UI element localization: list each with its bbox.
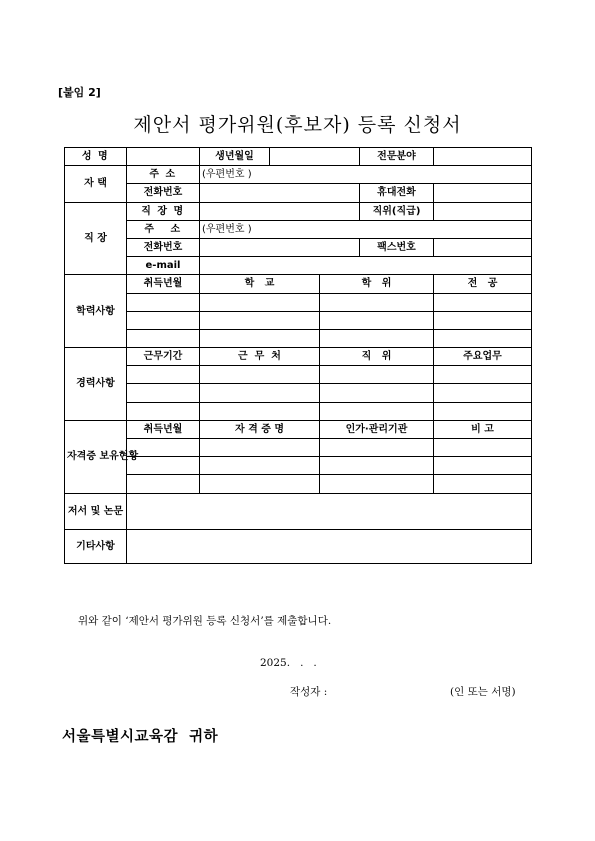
work-address-label: 주 소 <box>127 220 200 238</box>
career-cell[interactable] <box>434 366 532 384</box>
position-field[interactable] <box>434 202 532 220</box>
email-row <box>65 257 532 275</box>
career-header-row <box>65 348 532 366</box>
etc-row <box>65 529 532 563</box>
license-section-label: 자격증 보유현황 <box>65 420 127 493</box>
license-cell[interactable] <box>200 475 320 493</box>
writings-label: 저서 및 논문 <box>65 493 127 529</box>
education-cell[interactable] <box>127 329 200 347</box>
license-cell[interactable] <box>200 457 320 475</box>
career-header-2: 직 위 <box>320 348 434 366</box>
education-row <box>65 311 532 329</box>
field-label: 전문분야 <box>360 148 434 166</box>
career-header-0: 근무기간 <box>127 348 200 366</box>
field-field[interactable] <box>434 148 532 166</box>
work-address-row <box>65 220 532 238</box>
license-cell[interactable] <box>434 475 532 493</box>
career-cell[interactable] <box>434 402 532 420</box>
name-label: 성 명 <box>65 148 127 166</box>
fax-field[interactable] <box>434 238 532 256</box>
license-cell[interactable] <box>200 439 320 457</box>
license-header-3: 비 고 <box>434 420 532 438</box>
education-cell[interactable] <box>320 311 434 329</box>
license-cell[interactable] <box>127 475 200 493</box>
birth-label: 생년월일 <box>200 148 270 166</box>
career-header-3: 주요업무 <box>434 348 532 366</box>
career-row <box>65 402 532 420</box>
home-section-label: 자 택 <box>65 166 127 202</box>
mobile-field[interactable] <box>434 184 532 202</box>
career-row <box>65 384 532 402</box>
email-label: e-mail <box>127 257 200 275</box>
work-phone-label: 전화번호 <box>127 238 200 256</box>
career-cell[interactable] <box>200 366 320 384</box>
work-name-row <box>65 202 532 220</box>
license-cell[interactable] <box>434 457 532 475</box>
education-cell[interactable] <box>200 293 320 311</box>
career-section-label: 경력사항 <box>65 348 127 421</box>
education-cell[interactable] <box>434 311 532 329</box>
career-cell[interactable] <box>320 384 434 402</box>
license-row <box>65 475 532 493</box>
education-cell[interactable] <box>320 293 434 311</box>
license-header-row <box>65 420 532 438</box>
email-field[interactable] <box>200 257 532 275</box>
registration-form-table <box>64 147 532 564</box>
position-label: 직위(직급) <box>360 202 434 220</box>
mobile-label: 휴대전화 <box>360 184 434 202</box>
career-cell[interactable] <box>320 402 434 420</box>
career-row <box>65 366 532 384</box>
career-cell[interactable] <box>320 366 434 384</box>
education-row <box>65 293 532 311</box>
career-header-1: 근 무 처 <box>200 348 320 366</box>
author-label: 작성자 : <box>290 686 328 698</box>
education-header-1: 학 교 <box>200 275 320 293</box>
addressee: 서울특별시교육감 귀하 <box>62 729 219 745</box>
attachment-label: [붙임 2] <box>58 86 101 99</box>
license-cell[interactable] <box>320 475 434 493</box>
home-address-label: 주 소 <box>127 166 200 184</box>
education-cell[interactable] <box>434 293 532 311</box>
date-text: 2025. . . <box>260 657 317 669</box>
education-header-3: 전 공 <box>434 275 532 293</box>
home-address-row <box>65 166 532 184</box>
work-phone-row <box>65 238 532 256</box>
license-cell[interactable] <box>320 457 434 475</box>
education-header-row <box>65 275 532 293</box>
education-cell[interactable] <box>200 311 320 329</box>
career-cell[interactable] <box>127 366 200 384</box>
work-section-label: 직 장 <box>65 202 127 275</box>
company-field[interactable] <box>200 202 360 220</box>
education-cell[interactable] <box>127 311 200 329</box>
home-phone-field[interactable] <box>200 184 360 202</box>
name-field[interactable] <box>127 148 200 166</box>
writings-row <box>65 493 532 529</box>
career-cell[interactable] <box>127 402 200 420</box>
license-header-1: 자 격 증 명 <box>200 420 320 438</box>
work-phone-field[interactable] <box>200 238 360 256</box>
education-cell[interactable] <box>320 329 434 347</box>
education-header-0: 취득년월 <box>127 275 200 293</box>
education-header-2: 학 위 <box>320 275 434 293</box>
home-phone-row <box>65 184 532 202</box>
education-section-label: 학력사항 <box>65 275 127 348</box>
career-cell[interactable] <box>127 384 200 402</box>
license-header-2: 인가·관리기관 <box>320 420 434 438</box>
education-cell[interactable] <box>434 329 532 347</box>
etc-field[interactable] <box>127 529 532 563</box>
education-row <box>65 329 532 347</box>
statement-text: 위와 같이 ‘제안서 평가위원 등록 신청서’를 제출합니다. <box>78 615 332 627</box>
career-cell[interactable] <box>200 384 320 402</box>
career-cell[interactable] <box>200 402 320 420</box>
home-phone-label: 전화번호 <box>127 184 200 202</box>
fax-label: 팩스번호 <box>360 238 434 256</box>
etc-label: 기타사항 <box>65 529 127 563</box>
company-label: 직 장 명 <box>127 202 200 220</box>
education-cell[interactable] <box>200 329 320 347</box>
education-cell[interactable] <box>127 293 200 311</box>
name-row <box>65 148 532 166</box>
birth-field[interactable] <box>270 148 360 166</box>
work-address-field[interactable]: (우편번호 ) <box>200 220 532 238</box>
license-cell[interactable] <box>434 439 532 457</box>
career-cell[interactable] <box>434 384 532 402</box>
sign-hint: (인 또는 서명) <box>450 686 516 698</box>
form-title: 제안서 평가위원(후보자) 등록 신청서 <box>133 114 462 136</box>
writings-field[interactable] <box>127 493 532 529</box>
license-header-0: 취득년월 <box>127 420 200 438</box>
home-address-field[interactable]: (우편번호 ) <box>200 166 532 184</box>
license-cell[interactable] <box>320 439 434 457</box>
